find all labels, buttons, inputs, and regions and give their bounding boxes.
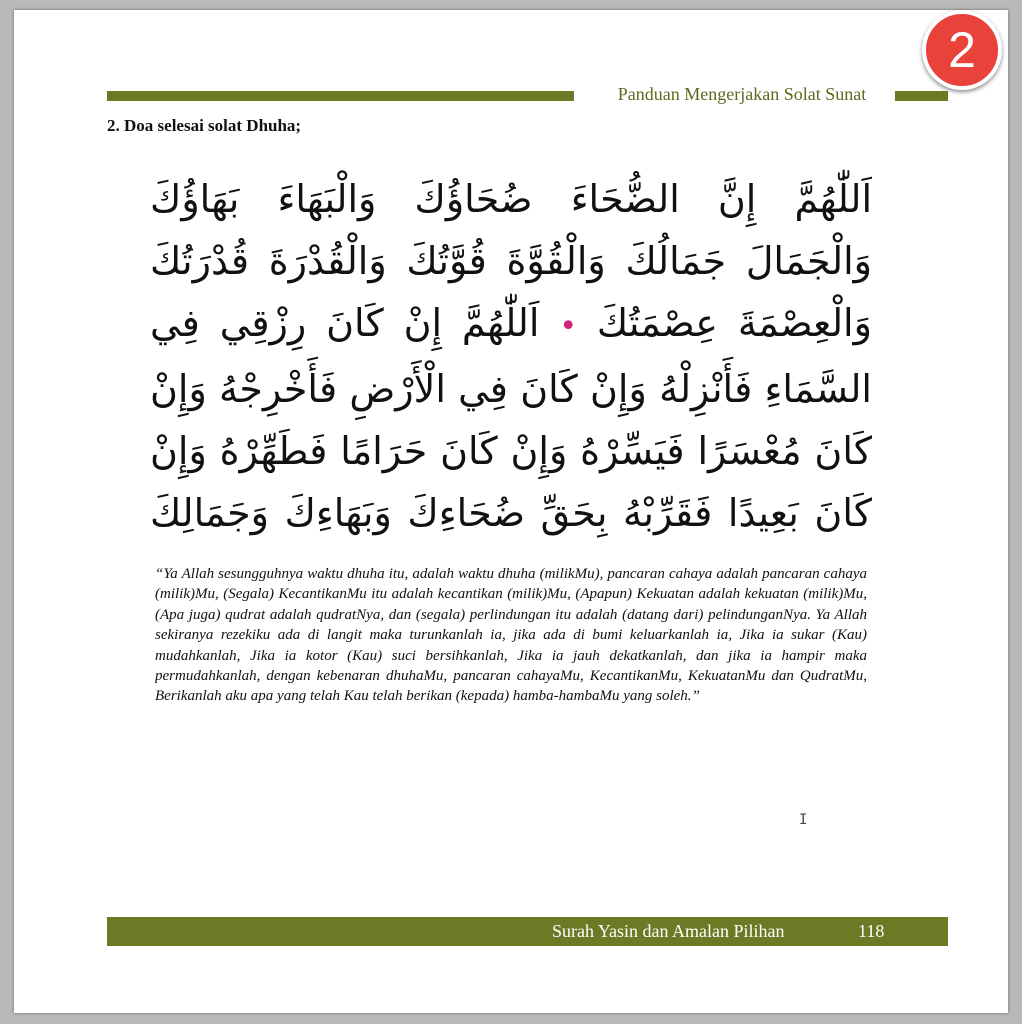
doa-part-1: اَللّٰهُمَّ إِنَّ الضُّحَاءَ ضُحَاؤُكَ وَالْبَهَاءَ بَهَاؤُكَ وَالْجَمَالَ جَمَالُكَ وَالْقُوَّةَ قُوَّتُكَ وَالْقُدْرَةَ قُدْرَتُكَ وَالْعِصْمَةَ عِصْمَتُكَ	[150, 177, 872, 345]
footer-bar	[107, 917, 948, 946]
footer-title: Surah Yasin dan Amalan Pilihan	[552, 921, 785, 941]
translation-text: “Ya Allah sesungguhnya waktu dhuha itu, adalah waktu dhuha (milikMu), pancaran cahaya adalah pancaran cahaya (milik)Mu, (Segala) KecantikanMu itu adalah kecantikan (milik)Mu, (Apapun) Kekuatan adalah kekuatan (milik)Mu, (Apa juga) qudrat adalah qudratNya, dan (segala) perlindungan itu adalah (datang dari) pelindunganNya. Ya Allah sekiranya rezekiku ada di langit maka turunkanlah ia, jika ada di bumi keluarkanlah ia, Jika ia sukar (Kau) mudahkanlah, Jika ia kotor (Kau) suci bersihkanlah, Jika ia jauh dekatkanlah, dan jika ia hampir maka permudahkanlah, dengan kebenaran dhuhaMu, pancaran cahayaMu, KecantikanMu, KekuatanMu dan QudratMu, Berikanlah aku apa yang telah Kau telah berikan (kepada) hamba-hambaMu yang soleh.”	[155, 566, 867, 705]
header-rule-left	[107, 91, 574, 101]
arabic-doa-text	[150, 168, 872, 540]
header-title: Panduan Mengerjakan Solat Sunat	[617, 84, 867, 104]
section-heading: 2. Doa selesai solat Dhuha;	[107, 116, 302, 135]
text-cursor-icon: I	[799, 812, 808, 828]
page-number: 118	[858, 921, 885, 941]
verse-stop-mark: •	[559, 309, 578, 344]
header-rule-right	[895, 91, 948, 101]
page-badge: 2	[922, 10, 1002, 90]
doa-part-2: اَللّٰهُمَّ إِنْ كَانَ رِزْقِي فِي السَّمَاءِ فَأَنْزِلْهُ وَإِنْ كَانَ فِي الْأَرْضِ فَأَخْرِجْهُ وَإِنْ كَانَ مُعْسَرًا فَيَسِّرْهُ وَإِنْ كَانَ حَرَامًا فَطَهِّرْهُ وَإِنْ كَانَ بَعِيدًا فَقَرِّبْهُ بِحَقِّ ضُحَاءِكَ وَبَهَاءِكَ وَجَمَالِكَ	[150, 301, 872, 535]
